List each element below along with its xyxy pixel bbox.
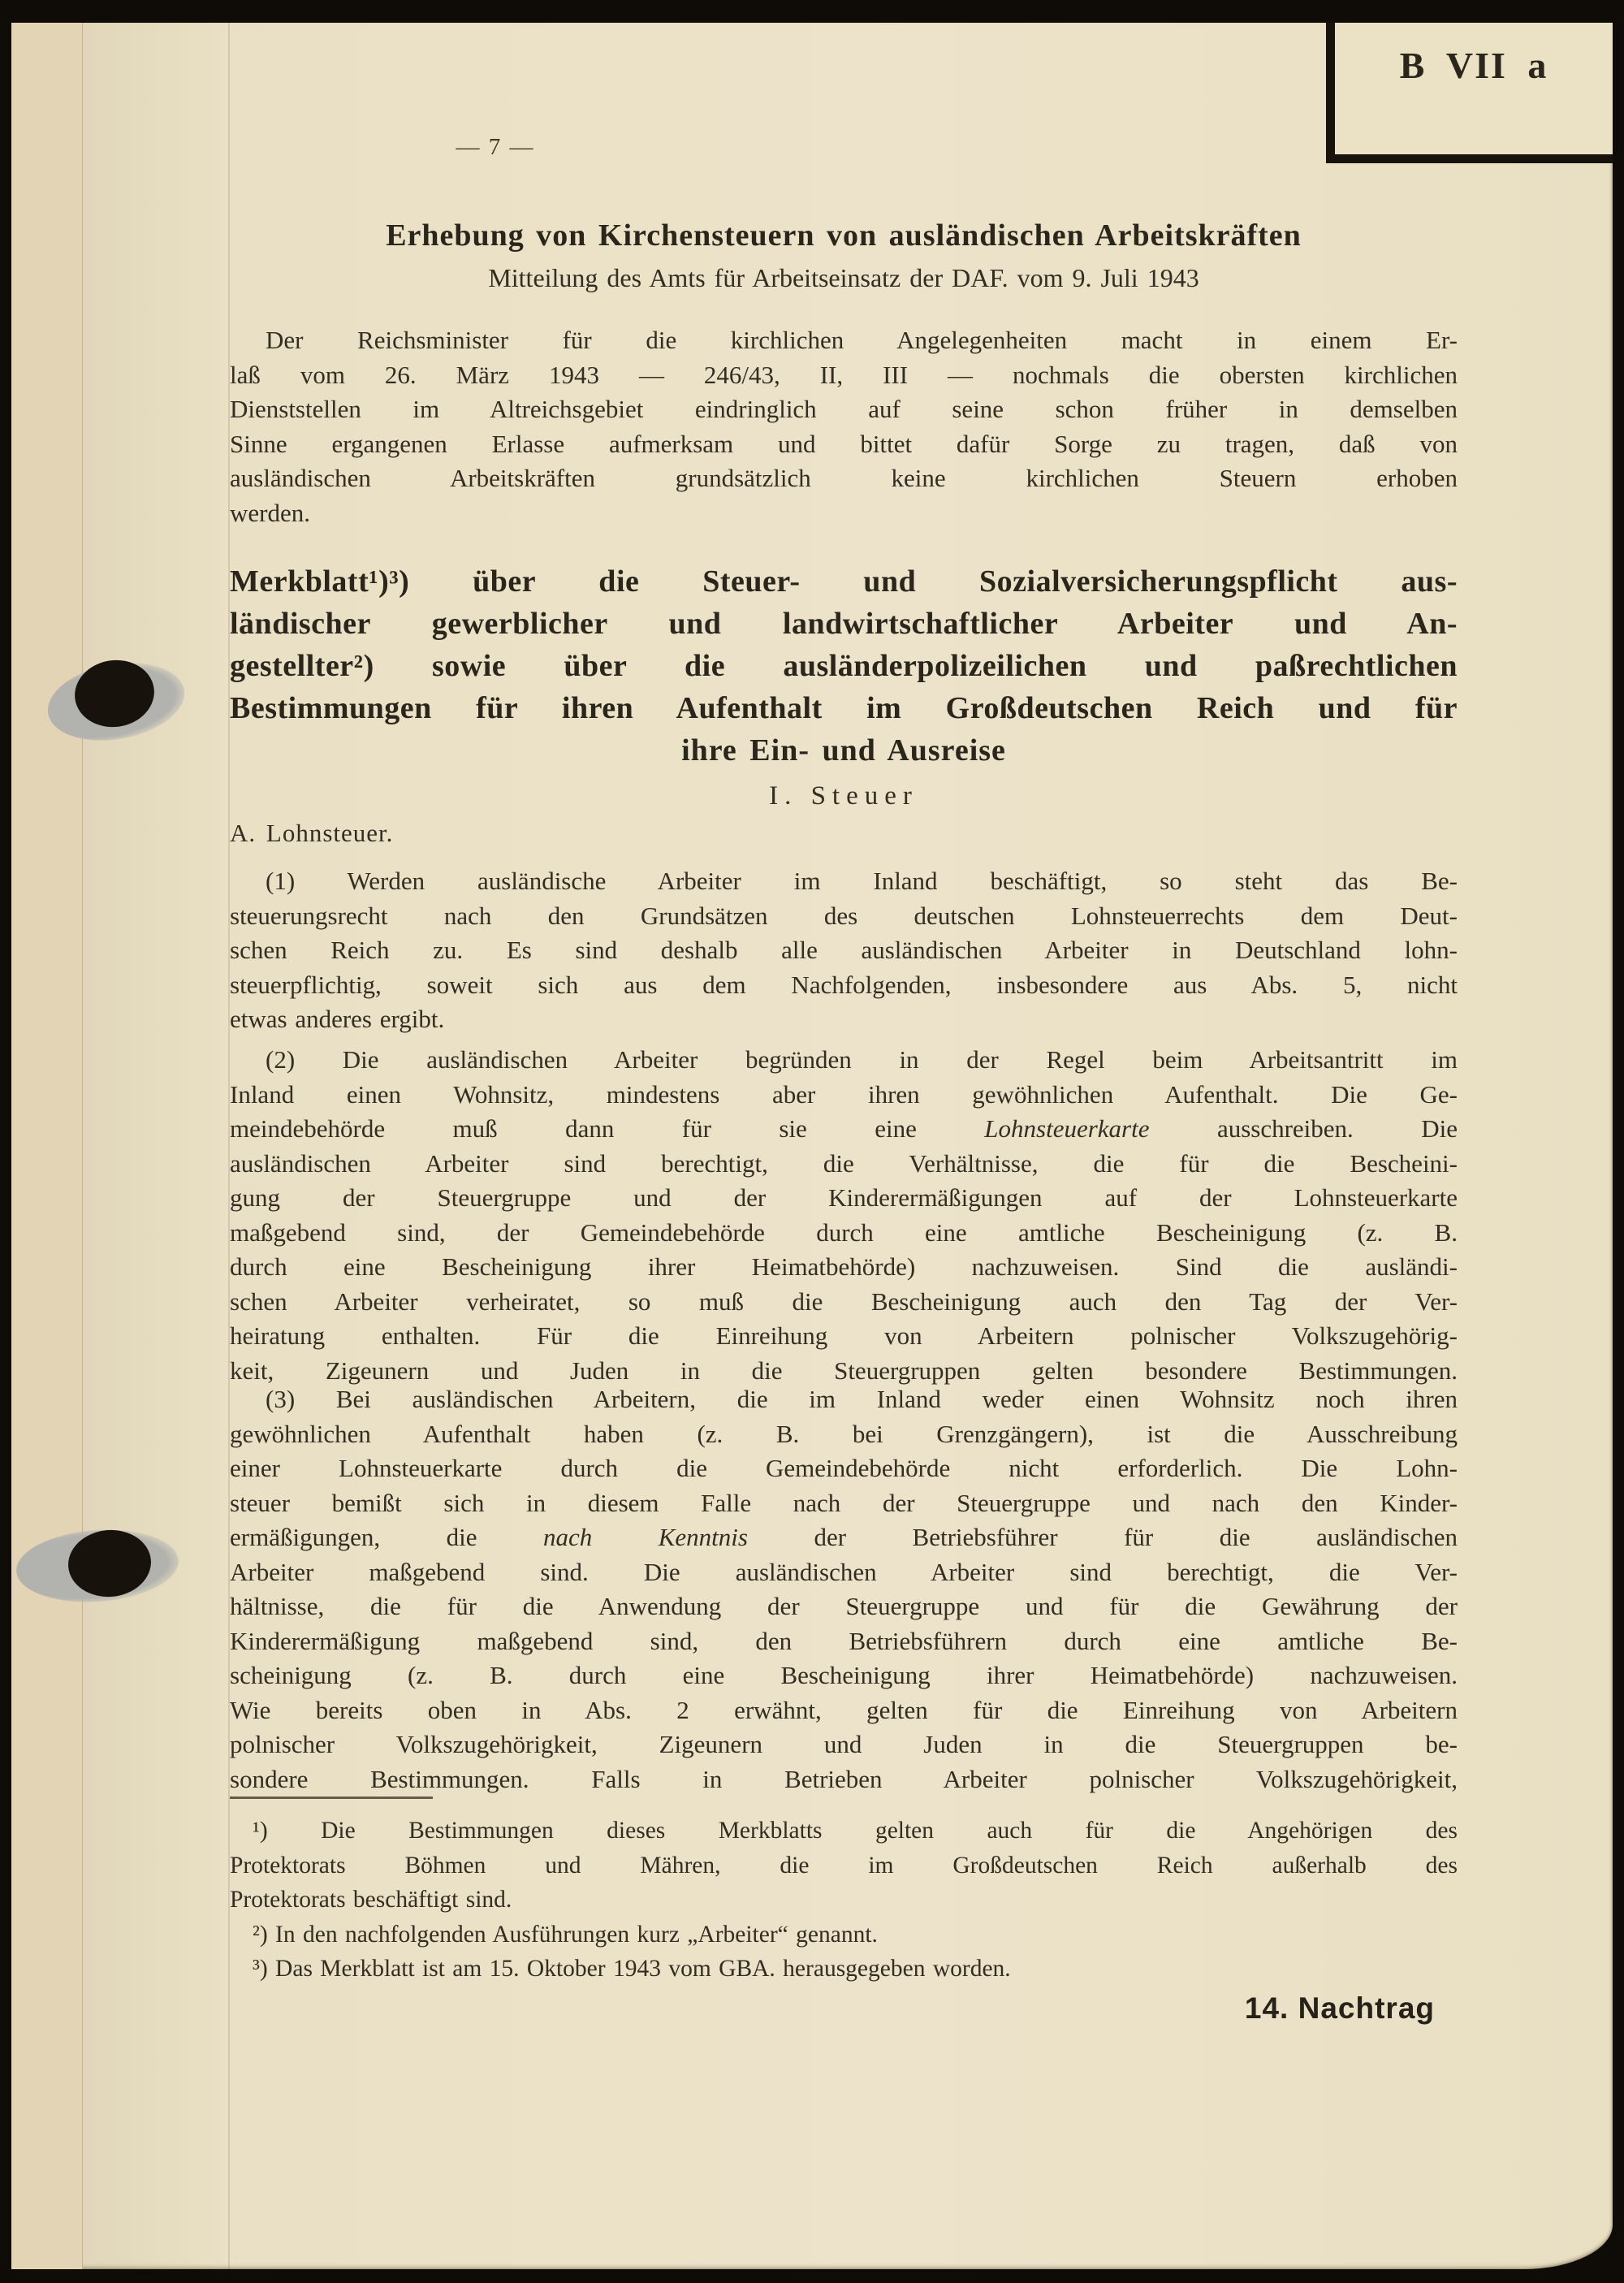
emphasized-text: nach Kenntnis [542, 1523, 748, 1551]
category-tab-box [1326, 23, 1613, 163]
footnote-1 [230, 1814, 1458, 1918]
text-line: gung der Steuergruppe und der Kinderermäßigungen auf der Lohnsteuerkarte [230, 1183, 1458, 1212]
text-segment: meindebehörde muß dann für sie eine [230, 1114, 985, 1143]
text-segment: der Betriebsführer für die ausländischen [747, 1523, 1458, 1551]
text-line: ihre Ein- und Ausreise [681, 733, 1006, 767]
text-line: durch eine Bescheinigung ihrer Heimatbehörde) nachzuweisen. Sind die ausländi- [230, 1252, 1458, 1281]
footnote-3 [230, 1952, 1458, 1987]
footnotes-block [230, 1814, 1458, 1987]
text-line: Der Reichsminister für die kirchlichen Angelegenheiten macht in einem Er- [266, 326, 1458, 354]
text-line: etwas anderes ergibt. [230, 1005, 445, 1033]
text-line: steuer bemißt sich in diesem Falle nach der Steuergruppe und nach den Kinder- [230, 1488, 1458, 1517]
text-line: heiratung enthalten. Für die Einreihung von Arbeitern polnischer Volkszugehörig- [230, 1321, 1458, 1350]
page-number: — 7 — [456, 134, 535, 160]
text-segment: ausschreiben. Die [1149, 1114, 1458, 1143]
text-line: Arbeiter maßgebend sind. Die ausländischen Arbeiter sind berechtigt, die Ver- [230, 1557, 1458, 1586]
text-line: keit, Zigeunern und Juden in die Steuergruppen gelten besondere Bestimmungen. [230, 1356, 1458, 1385]
text-line: laß vom 26. März 1943 — 246/43, II, III — nochmals die obersten kirchlichen [230, 360, 1458, 389]
text-line: Bestimmungen für ihren Aufenthalt im Großdeutschen Reich und für [230, 691, 1458, 725]
text-segment: ermäßigungen, die [230, 1523, 543, 1551]
text-line: ausländischen Arbeitskräften grundsätzlich keine kirchlichen Steuern erhoben [230, 464, 1458, 492]
text-line: scheinigung (z. B. durch eine Bescheinigung ihrer Heimatbehörde) nachzuweisen. [230, 1661, 1458, 1689]
text-line: (2) Die ausländischen Arbeiter begründen in der Regel beim Arbeitsantritt im [266, 1045, 1458, 1074]
text-line: gestellter²) sowie über die ausländerpolizeilichen und paßrechtlichen [230, 649, 1458, 683]
text-line: polnischer Volkszugehörigkeit, Zigeunern und Juden in die Steuergruppen be- [230, 1730, 1458, 1758]
footnote-2 [230, 1918, 1458, 1952]
text-line: (3) Bei ausländischen Arbeitern, die im Inland weder einen Wohnsitz noch ihren [266, 1385, 1458, 1413]
text-line: Inland einen Wohnsitz, mindestens aber ihren gewöhnlichen Aufenthalt. Die Ge- [230, 1079, 1458, 1109]
paragraph-3 [230, 1382, 1458, 1797]
text-line: sondere Bestimmungen. Falls in Betrieben Arbeiter polnischer Volkszugehörigkeit, [230, 1764, 1458, 1793]
subsection-heading: A. Lohnsteuer. [230, 819, 394, 847]
text-line: Sinne ergangenen Erlasse aufmerksam und bittet dafür Sorge zu tragen, daß von [230, 429, 1458, 458]
paragraph-2 [230, 1043, 1458, 1388]
text-line: steuerpflichtig, soweit sich aus dem Nachfolgenden, insbesondere aus Abs. 5, nicht [230, 970, 1458, 999]
page-left-edge [11, 23, 83, 2269]
text-line: ausländischen Arbeiter sind berechtigt, die Verhältnisse, die für die Bescheini- [230, 1148, 1458, 1178]
text-line: Protektorats beschäftigt sind. [230, 1887, 512, 1913]
text-line: gewöhnlichen Aufenthalt haben (z. B. bei Grenzgängern), ist die Ausschreibung [230, 1419, 1458, 1448]
text-line: Kinderermäßigung maßgebend sind, den Betriebsführern durch eine amtliche Be- [230, 1626, 1458, 1655]
text-line: werden. [230, 498, 310, 527]
text-line: Merkblatt¹)³) über die Steuer- und Sozialversicherungspflicht aus- [230, 564, 1458, 599]
text-line: Protektorats Böhmen und Mähren, die im Großdeutschen Reich außerhalb des [230, 1852, 1458, 1879]
article-title: Erhebung von Kirchensteuern von ausländischen Arbeitskräften [386, 218, 1302, 253]
footnote-separator [230, 1797, 433, 1799]
text-line: (1) Werden ausländische Arbeiter im Inland beschäftigt, so steht das Be- [266, 867, 1458, 895]
text-line: Dienststellen im Altreichsgebiet eindringlich auf seine schon früher in demselben [230, 395, 1458, 423]
notice-heading [230, 560, 1458, 772]
text-line: schen Arbeiter verheiratet, so muß die Bescheinigung auch den Tag der Ver- [230, 1286, 1458, 1316]
text-line: schen Reich zu. Es sind deshalb alle ausländischen Arbeiter in Deutschland lohn- [230, 936, 1458, 964]
text-line: einer Lohnsteuerkarte durch die Gemeindebehörde nicht erforderlich. Die Lohn- [230, 1454, 1458, 1482]
article-subtitle: Mitteilung des Amts für Arbeitseinsatz der DAF. vom 9. Juli 1943 [488, 263, 1199, 292]
text-line: maßgebend sind, der Gemeindebehörde durch eine amtliche Bescheinigung (z. B. [230, 1217, 1458, 1247]
text-line [230, 1520, 1458, 1555]
text-line: ³) Das Merkblatt ist am 15. Oktober 1943 vom GBA. herausgegeben worden. [253, 1956, 1011, 1982]
paragraph-1 [230, 864, 1458, 1037]
text-line: ¹) Die Bestimmungen dieses Merkblatts gelten auch für die Angehörigen des [253, 1818, 1458, 1844]
text-line: ländischer gewerblicher und landwirtschaftlicher Arbeiter und An- [230, 607, 1458, 641]
text-line: steuerungsrecht nach den Grundsätzen des deutschen Lohnsteuerrechts dem Deut- [230, 901, 1458, 930]
text-line: hältnisse, die für die Anwendung der Steuergruppe und für die Gewährung der [230, 1592, 1458, 1620]
text-line [230, 1112, 1458, 1147]
binding-gutter-shadow [83, 23, 229, 2269]
text-line: Wie bereits oben in Abs. 2 erwähnt, gelten für die Einreihung von Arbeitern [230, 1695, 1458, 1724]
text-line: ²) In den nachfolgenden Ausführungen kurz „Arbeiter“ genannt. [253, 1921, 878, 1948]
emphasized-text: Lohnsteuerkarte [984, 1114, 1150, 1143]
intro-paragraph [230, 323, 1458, 530]
supplement-tag: 14. Nachtrag [1244, 1991, 1435, 2025]
category-tab-label: B VII a [1399, 45, 1548, 86]
section-heading: I. Steuer [769, 781, 918, 811]
